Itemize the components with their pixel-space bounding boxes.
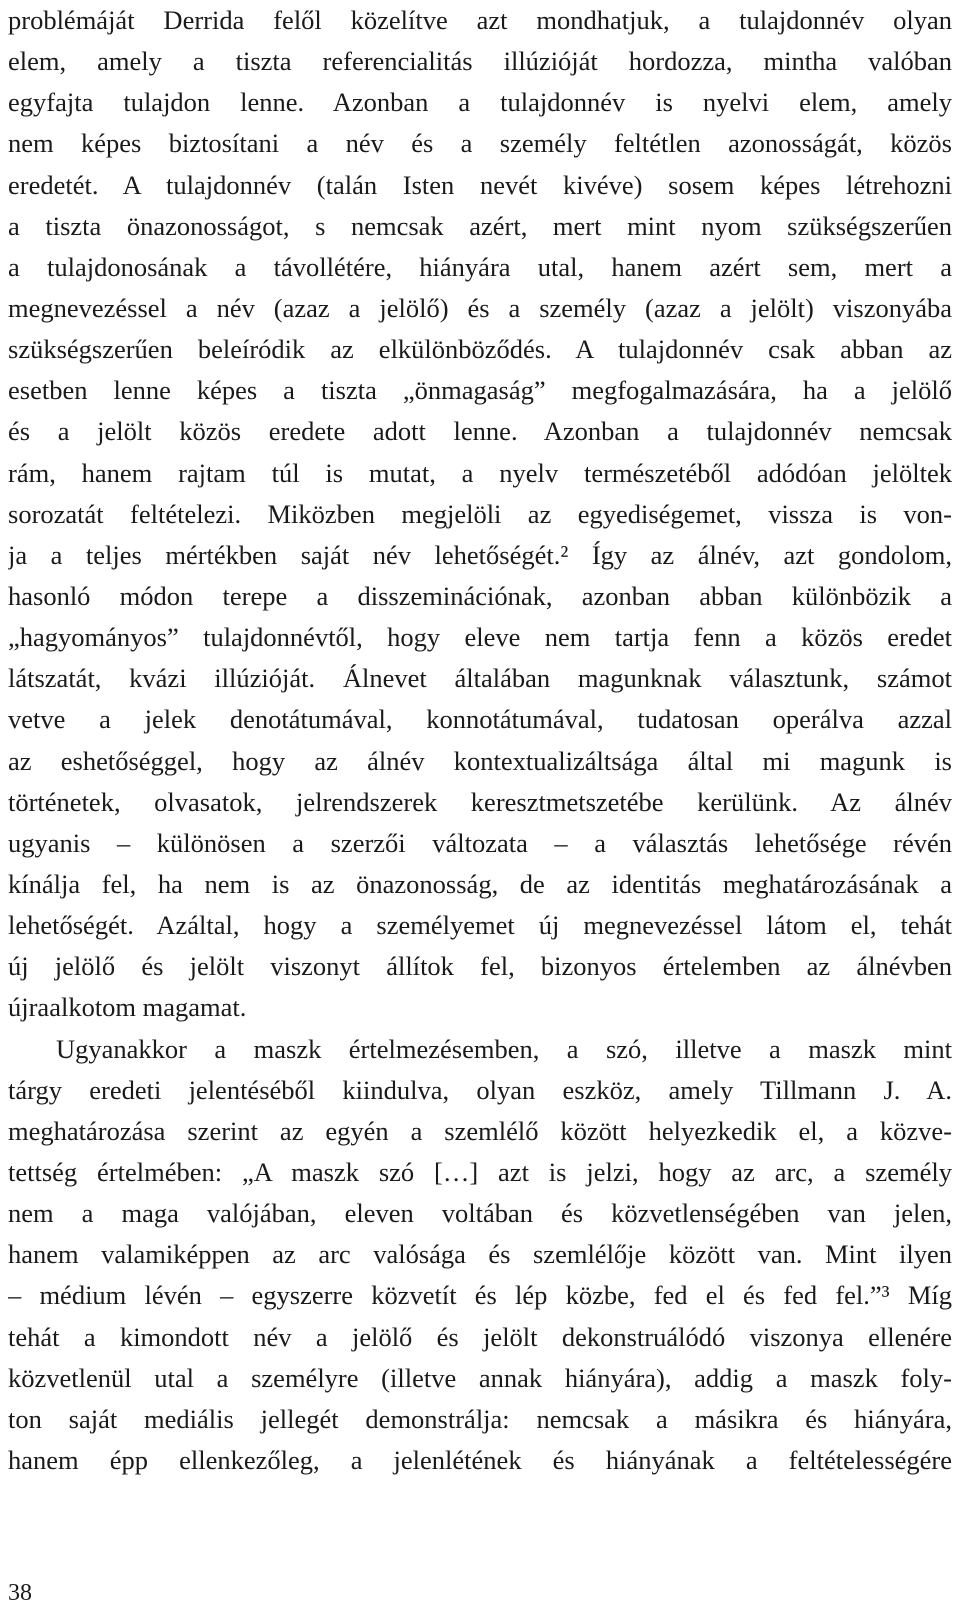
- text-line: nem képes biztosítani a név és a személy feltétlen azonosságát, közös: [8, 128, 952, 159]
- text-line: hanem épp ellenkezőleg, a jelenlétének és hiányának a feltételességére: [8, 1444, 952, 1475]
- text-line: vetve a jelek denotátumával, konnotátumával, tudatosan operálva azzal: [8, 704, 952, 735]
- text-line: hasonló módon terepe a disszeminációnak, azonban abban különbözik a: [8, 580, 952, 611]
- text-line: és a jelölt közös eredete adott lenne. Azonban a tulajdonnév nemcsak: [8, 416, 952, 447]
- text-line: tárgy eredeti jelentéséből kiindulva, olyan eszköz, amely Tillmann J. A.: [8, 1074, 952, 1105]
- text-line: ja a teljes mértékben saját név lehetőségét.² Így az álnév, azt gondolom,: [8, 539, 952, 570]
- text-line: lehetőségét. Azáltal, hogy a személyemet új megnevezéssel látom el, tehát: [8, 910, 952, 941]
- text-line: a tiszta önazonosságot, s nemcsak azért, mert mint nyom szükségszerűen: [8, 210, 952, 241]
- text-line: sorozatát feltételezi. Miközben megjelöli az egyediségemet, vissza is von-: [8, 498, 952, 529]
- body-text: [8, 0, 952, 1481]
- text-line: problémáját Derrida felől közelítve azt mondhatjuk, a tulajdonnév olyan: [8, 5, 952, 35]
- page-number: 38: [8, 1580, 32, 1606]
- text-line: nem a maga valójában, eleven voltában és közvetlenségében van jelen,: [8, 1198, 952, 1229]
- text-line: megnevezéssel a név (azaz a jelölő) és a személy (azaz a jelölt) viszonyába: [8, 292, 952, 323]
- text-line: az eshetőséggel, hogy az álnév kontextualizáltsága által mi magunk is: [8, 745, 952, 776]
- text-line: „hagyományos” tulajdonnévtől, hogy eleve nem tartja fenn a közös eredet: [8, 622, 952, 653]
- text-line: – médium lévén – egyszerre közvetít és lép közbe, fed el és fed fel.”³ Míg: [8, 1280, 952, 1311]
- text-line: új jelölő és jelölt viszonyt állítok fel, bizonyos értelemben az álnévben: [8, 951, 952, 982]
- text-line: ugyanis – különösen a szerzői változata – a választás lehetősége révén: [8, 827, 952, 858]
- text-line: kínálja fel, ha nem is az önazonosság, de az identitás meghatározásának a: [8, 868, 952, 899]
- text-line: esetben lenne képes a tiszta „önmagaság” megfogalmazására, ha a jelölő: [8, 375, 952, 406]
- text-line: ton saját mediális jellegét demonstrálja: nemcsak a másikra és hiányára,: [8, 1403, 952, 1434]
- text-line: eredetét. A tulajdonnév (talán Isten nevét kivéve) sosem képes létrehozni: [8, 169, 952, 200]
- text-line: közvetlenül utal a személyre (illetve annak hiányára), addig a maszk foly-: [8, 1362, 952, 1393]
- paragraph-start-line: Ugyanakkor a maszk értelmezésemben, a szó, illetve a maszk mint: [56, 1033, 952, 1064]
- text-line: hanem valamiképpen az arc valósága és szemlélője között van. Mint ilyen: [8, 1239, 952, 1270]
- text-line: egyfajta tulajdon lenne. Azonban a tulajdonnév is nyelvi elem, amely: [8, 87, 952, 118]
- text-line: rám, hanem rajtam túl is mutat, a nyelv természetéből adódóan jelöltek: [8, 457, 952, 488]
- text-line: tehát a kimondott név a jelölő és jelölt dekonstruálódó viszonya ellenére: [8, 1321, 952, 1352]
- text-line: szükségszerűen beleíródik az elkülönböződés. A tulajdonnév csak abban az: [8, 334, 952, 365]
- paragraph-end-line: újraalkotom magamat.: [8, 992, 247, 1023]
- text-line: látszatát, kvázi illúzióját. Álnevet általában magunknak választunk, számot: [8, 663, 952, 694]
- text-line: a tulajdonosának a távollétére, hiányára utal, hanem azért sem, mert a: [8, 251, 952, 282]
- text-line: elem, amely a tiszta referencialitás illúzióját hordozza, mintha valóban: [8, 46, 952, 77]
- text-line: tettség értelmében: „A maszk szó […] azt is jelzi, hogy az arc, a személy: [8, 1156, 952, 1187]
- text-line: történetek, olvasatok, jelrendszerek keresztmetszetébe kerülünk. Az álnév: [8, 786, 952, 817]
- text-line: meghatározása szerint az egyén a szemlélő között helyezkedik el, a közve-: [8, 1115, 952, 1146]
